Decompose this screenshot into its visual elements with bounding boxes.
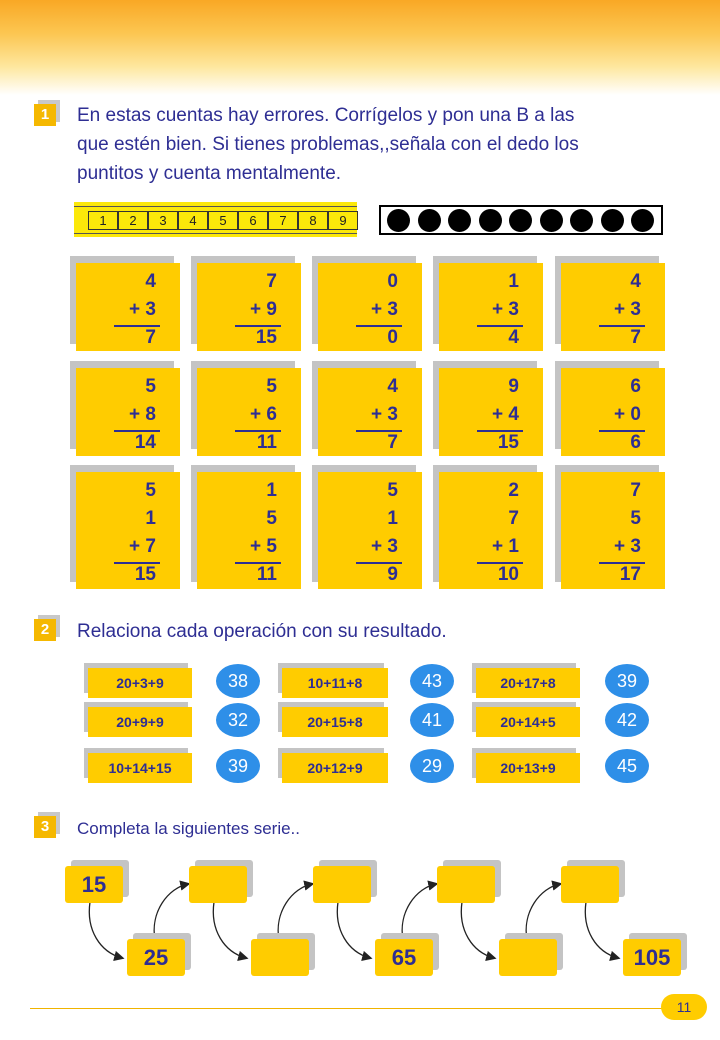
card-addend: 5: [630, 508, 641, 529]
operation-box[interactable]: 10+14+15: [88, 753, 192, 783]
card-result: 15: [134, 564, 156, 585]
ruler-number: 3: [148, 211, 178, 230]
card-addend: + 7: [129, 536, 156, 557]
card-addend: + 4: [492, 404, 519, 425]
card-result: 9: [387, 564, 398, 585]
ruler-number: 1: [88, 211, 118, 230]
series-arrow-down: [461, 902, 494, 958]
result-bubble[interactable]: 42: [605, 703, 649, 737]
card-result: 7: [630, 327, 641, 348]
card-addend: + 1: [492, 536, 519, 557]
series-arrow-up: [278, 884, 312, 940]
card-addend: 1: [508, 271, 519, 292]
series-empty-box[interactable]: [189, 866, 247, 903]
result-bubble[interactable]: 38: [216, 664, 260, 698]
series-empty-box[interactable]: [561, 866, 619, 903]
section-2-instruction: Relaciona cada operación con su resultado.: [77, 621, 447, 642]
operation-box[interactable]: 20+13+9: [476, 753, 580, 783]
card-addend: + 3: [371, 299, 398, 320]
card-addend: 5: [145, 376, 156, 397]
card-addend: 9: [508, 376, 519, 397]
card-addend: + 5: [250, 536, 277, 557]
series-arrow-up: [526, 884, 560, 940]
section-3-instruction: Completa la siguientes serie..: [77, 819, 301, 838]
series-arrow-down: [585, 902, 618, 958]
card-result: 6: [630, 432, 641, 453]
ruler-number: 4: [178, 211, 208, 230]
card-result: 11: [256, 432, 277, 453]
instruction-line: puntitos y cuenta mentalmente.: [77, 163, 342, 184]
ruler-number: 6: [238, 211, 268, 230]
card-addend: + 0: [614, 404, 641, 425]
card-addend: 4: [387, 376, 398, 397]
operation-box[interactable]: 10+11+8: [282, 668, 388, 698]
card-addend: 5: [266, 376, 277, 397]
operation-box[interactable]: 20+9+9: [88, 707, 192, 737]
series-arrow-down: [89, 902, 122, 958]
card-addend: 2: [508, 480, 519, 501]
operation-box[interactable]: 20+12+9: [282, 753, 388, 783]
card-result: 10: [497, 564, 519, 585]
card-addend: 5: [145, 480, 156, 501]
series-arrow-down: [213, 902, 246, 958]
series-arrow-up: [154, 884, 188, 940]
card-addend: 1: [266, 480, 277, 501]
series-value-box[interactable]: 15: [65, 866, 123, 903]
footer-line: [30, 1008, 685, 1009]
card-result: 15: [255, 327, 277, 348]
card-addend: 0: [387, 271, 398, 292]
card-addend: + 3: [492, 299, 519, 320]
ruler-number: 8: [298, 211, 328, 230]
section-1-badge: 1: [34, 104, 56, 126]
series-empty-box[interactable]: [251, 939, 309, 976]
card-result: 0: [387, 327, 398, 348]
card-addend: 7: [630, 480, 641, 501]
ruler-number: 2: [118, 211, 148, 230]
card-addend: 1: [387, 508, 398, 529]
card-addend: + 8: [129, 404, 156, 425]
result-bubble[interactable]: 32: [216, 703, 260, 737]
page-number: 11: [661, 994, 707, 1020]
card-result: 7: [145, 327, 156, 348]
ruler-number: 5: [208, 211, 238, 230]
card-addend: + 3: [371, 536, 398, 557]
card-result: 17: [619, 564, 641, 585]
operation-box[interactable]: 20+3+9: [88, 668, 192, 698]
card-addend: 6: [630, 376, 641, 397]
card-result: 15: [497, 432, 519, 453]
ruler-number: 9: [328, 211, 358, 230]
card-addend: + 3: [614, 299, 641, 320]
card-addend: 4: [145, 271, 156, 292]
series-empty-box[interactable]: [313, 866, 371, 903]
section-3-badge: 3: [34, 816, 56, 838]
instruction-line: que estén bien. Si tienes problemas,,señala con el dedo los: [77, 134, 579, 155]
result-bubble[interactable]: 29: [410, 749, 454, 783]
card-addend: + 9: [250, 299, 277, 320]
card-addend: 7: [266, 271, 277, 292]
card-result: 4: [508, 327, 519, 348]
series-value-box[interactable]: 65: [375, 939, 433, 976]
ruler-number: 7: [268, 211, 298, 230]
card-addend: + 3: [371, 404, 398, 425]
card-addend: 4: [630, 271, 641, 292]
card-addend: + 6: [250, 404, 277, 425]
operation-box[interactable]: 20+15+8: [282, 707, 388, 737]
card-addend: 5: [387, 480, 398, 501]
result-bubble[interactable]: 41: [410, 703, 454, 737]
operation-box[interactable]: 20+14+5: [476, 707, 580, 737]
series-empty-box[interactable]: [499, 939, 557, 976]
result-bubble[interactable]: 45: [605, 749, 649, 783]
instruction-line: En estas cuentas hay errores. Corrígelos y pon una B a las: [77, 105, 575, 126]
result-bubble[interactable]: 39: [605, 664, 649, 698]
card-addend: + 3: [614, 536, 641, 557]
card-result: 7: [387, 432, 398, 453]
card-result: 11: [256, 564, 277, 585]
operation-box[interactable]: 20+17+8: [476, 668, 580, 698]
series-arrow-up: [402, 884, 436, 940]
card-addend: + 3: [129, 299, 156, 320]
result-bubble[interactable]: 43: [410, 664, 454, 698]
card-addend: 5: [266, 508, 277, 529]
card-addend: 7: [508, 508, 519, 529]
series-arrow-down: [337, 902, 370, 958]
section-2-badge: 2: [34, 619, 56, 641]
series-value-box[interactable]: 105: [623, 939, 681, 976]
result-bubble[interactable]: 39: [216, 749, 260, 783]
series-value-box[interactable]: 25: [127, 939, 185, 976]
card-result: 14: [134, 432, 156, 453]
card-addend: 1: [145, 508, 156, 529]
series-empty-box[interactable]: [437, 866, 495, 903]
